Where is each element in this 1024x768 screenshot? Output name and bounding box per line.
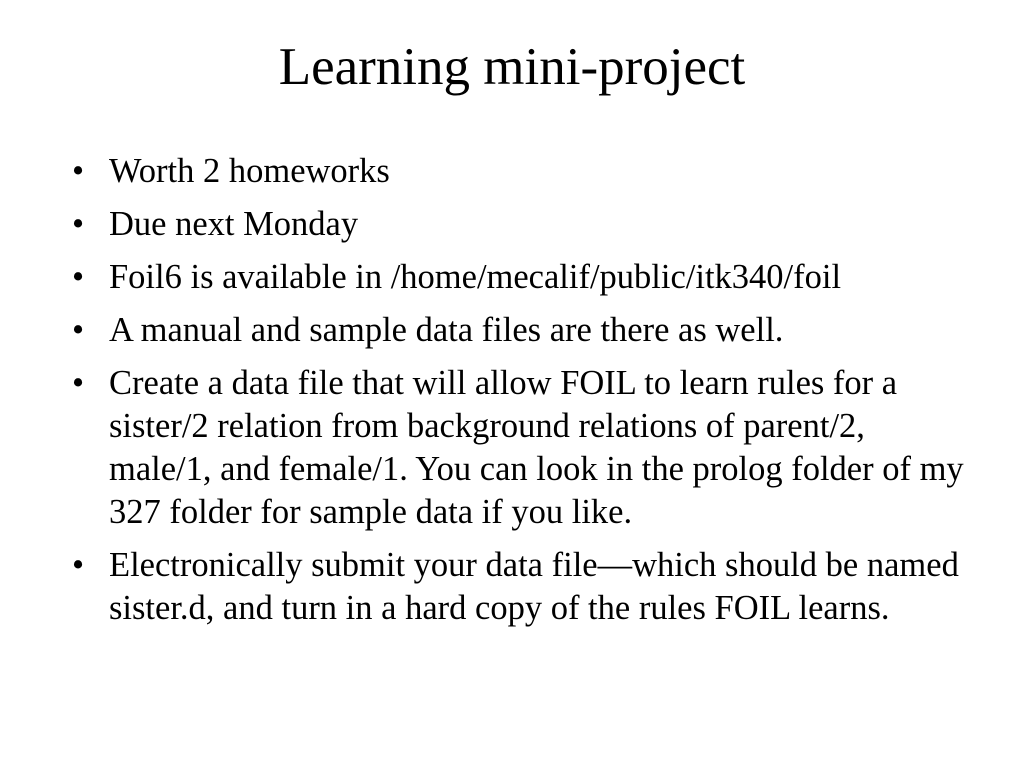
bullet-item [72, 362, 972, 534]
bullet-item [72, 309, 972, 352]
bullet-list [72, 150, 972, 640]
bullet-icon: • [72, 364, 85, 402]
bullet-icon: • [72, 258, 85, 296]
bullet-text: Foil6 is available in /home/mecalif/public/itk340/foil [109, 258, 842, 296]
slide-title: Learning mini-project [278, 38, 746, 96]
bullet-icon: • [72, 546, 85, 584]
bullet-text: Electronically submit your data file—which should be named sister.d, and turn in a hard copy of the rules FOIL learns. [109, 546, 959, 627]
bullet-icon: • [72, 152, 85, 190]
bullet-text: Due next Monday [109, 205, 359, 243]
bullet-item [72, 256, 972, 299]
bullet-text: Create a data file that will allow FOIL to learn rules for a sister/2 relation from background relations of parent/2, male/1, and female/1. You can look in the prolog folder of my 327 folder for sample data if you like. [109, 364, 964, 531]
bullet-text: A manual and sample data files are there as well. [109, 311, 784, 349]
bullet-item [72, 544, 972, 630]
bullet-item [72, 150, 972, 193]
bullet-text: Worth 2 homeworks [109, 152, 390, 190]
bullet-icon: • [72, 311, 85, 349]
bullet-item [72, 203, 972, 246]
bullet-icon: • [72, 205, 85, 243]
